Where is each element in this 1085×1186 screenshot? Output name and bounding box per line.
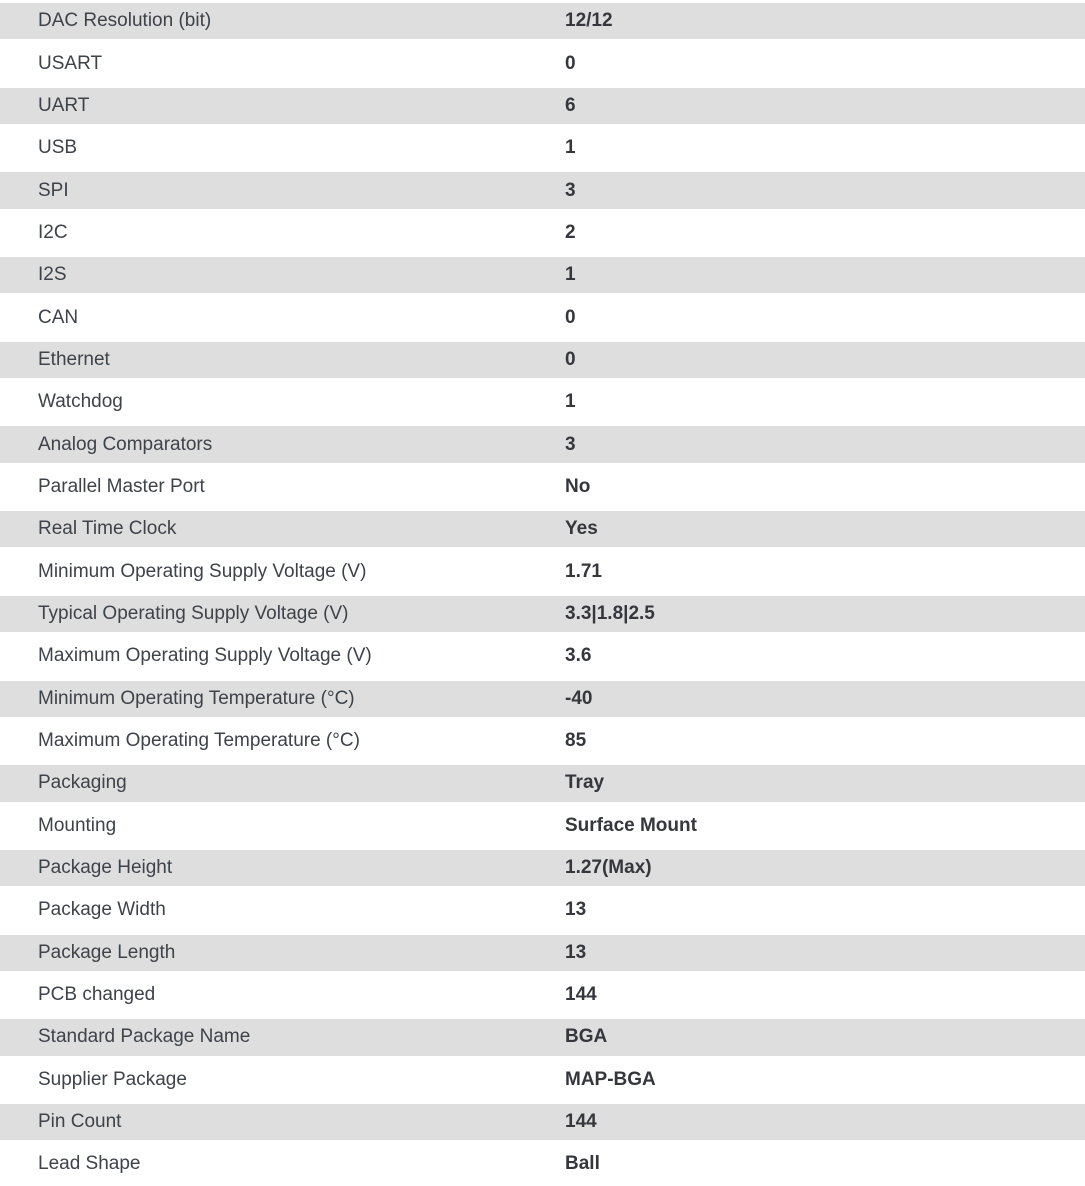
spec-value: 13 — [565, 941, 587, 963]
table-row — [0, 339, 1085, 381]
spec-value: 2 — [565, 221, 576, 243]
table-row — [0, 42, 1085, 84]
spec-value: 3 — [565, 433, 576, 455]
spec-value: 6 — [565, 94, 576, 116]
table-row — [0, 550, 1085, 592]
table-row — [0, 635, 1085, 677]
spec-value: 0 — [565, 348, 576, 370]
spec-label: SPI — [38, 179, 69, 201]
spec-label: Real Time Clock — [38, 518, 177, 540]
spec-label: Minimum Operating Temperature (°C) — [38, 687, 355, 709]
table-row — [0, 678, 1085, 720]
spec-value: -40 — [565, 687, 593, 709]
spec-label: DAC Resolution (bit) — [38, 10, 212, 32]
spec-label: I2C — [38, 221, 68, 243]
spec-label: Watchdog — [38, 391, 123, 413]
spec-value: 1.27(Max) — [565, 857, 652, 879]
spec-label: Supplier Package — [38, 1068, 187, 1090]
spec-label: Maximum Operating Temperature (°C) — [38, 730, 360, 752]
table-row — [0, 508, 1085, 550]
spec-label: USART — [38, 52, 103, 74]
spec-value: BGA — [565, 1026, 608, 1048]
spec-value: Yes — [565, 518, 598, 540]
spec-label: USB — [38, 137, 78, 159]
spec-value: 3.6 — [565, 645, 592, 667]
spec-value: 3 — [565, 179, 576, 201]
spec-value: MAP-BGA — [565, 1068, 656, 1090]
spec-label: Package Length — [38, 941, 176, 963]
table-row — [0, 254, 1085, 296]
table-row — [0, 0, 1085, 42]
table-row — [0, 466, 1085, 508]
spec-value: 144 — [565, 1111, 597, 1133]
table-row — [0, 127, 1085, 169]
spec-label: UART — [38, 94, 90, 116]
spec-label: Package Height — [38, 857, 173, 879]
table-row — [0, 720, 1085, 762]
spec-label: Minimum Operating Supply Voltage (V) — [38, 560, 367, 582]
spec-value: 1 — [565, 264, 576, 286]
spec-value: 1.71 — [565, 560, 602, 582]
table-row — [0, 889, 1085, 931]
spec-label: Pin Count — [38, 1111, 122, 1133]
spec-label: Typical Operating Supply Voltage (V) — [38, 602, 349, 624]
table-row — [0, 932, 1085, 974]
table-row — [0, 212, 1085, 254]
spec-value: No — [565, 475, 591, 497]
spec-label: I2S — [38, 264, 67, 286]
spec-label: Package Width — [38, 899, 166, 921]
spec-label: Parallel Master Port — [38, 475, 205, 497]
table-row — [0, 593, 1085, 635]
spec-value: Surface Mount — [565, 814, 697, 836]
spec-value: 0 — [565, 52, 576, 74]
spec-value: 13 — [565, 899, 587, 921]
table-row — [0, 85, 1085, 127]
table-row — [0, 381, 1085, 423]
spec-label: Mounting — [38, 814, 117, 836]
table-row — [0, 1101, 1085, 1143]
spec-value: 85 — [565, 730, 587, 752]
table-row — [0, 1143, 1085, 1185]
spec-label: CAN — [38, 306, 79, 328]
spec-label: PCB changed — [38, 984, 156, 1006]
table-row — [0, 762, 1085, 804]
spec-label: Ethernet — [38, 348, 110, 370]
table-row — [0, 974, 1085, 1016]
spec-value: 1 — [565, 391, 576, 413]
table-row — [0, 296, 1085, 338]
table-row — [0, 423, 1085, 465]
spec-label: Lead Shape — [38, 1153, 141, 1175]
spec-value: 12/12 — [565, 10, 613, 32]
table-row — [0, 805, 1085, 847]
spec-label: Standard Package Name — [38, 1026, 251, 1048]
spec-value: 1 — [565, 137, 576, 159]
table-row — [0, 847, 1085, 889]
spec-value: Ball — [565, 1153, 600, 1175]
table-row — [0, 1059, 1085, 1101]
spec-value: 3.3|1.8|2.5 — [565, 602, 655, 624]
spec-value: 0 — [565, 306, 576, 328]
spec-label: Maximum Operating Supply Voltage (V) — [38, 645, 372, 667]
spec-label: Packaging — [38, 772, 127, 794]
spec-label: Analog Comparators — [38, 433, 213, 455]
table-row — [0, 1016, 1085, 1058]
spec-value: Tray — [565, 772, 605, 794]
table-row — [0, 169, 1085, 211]
spec-value: 144 — [565, 984, 597, 1006]
